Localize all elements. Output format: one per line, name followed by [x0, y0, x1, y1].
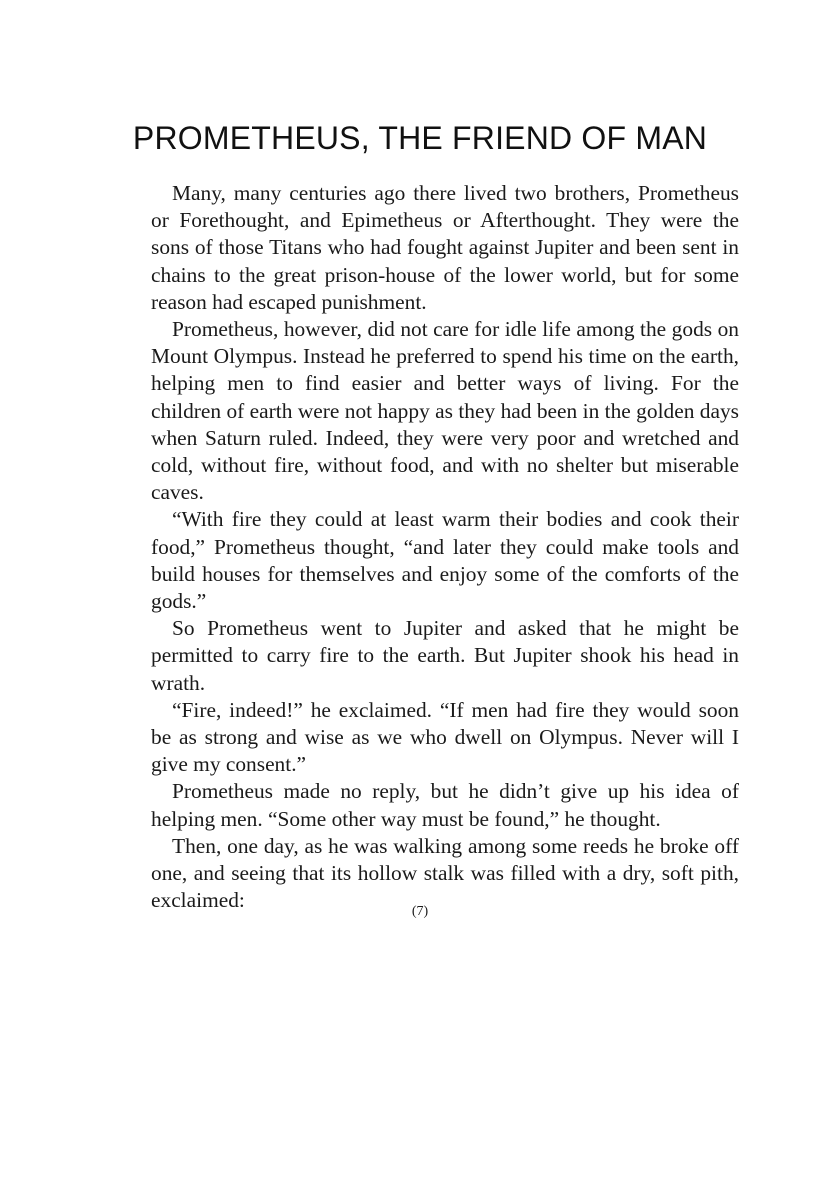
- paragraph: “Fire, indeed!” he exclaimed. “If men had fire they would soon be as strong and wise as we who dwell on Olympus. Never will I give my consent.”: [151, 697, 739, 777]
- paragraph: Prometheus, however, did not care for idle life among the gods on Mount Olympus. Instead he preferred to spend his time on the earth, helping men to find easier and better ways of living. For the children of earth were not happy as they had been in the golden days when Saturn ruled. Indeed, they were very poor and wretched and cold, without fire, without food, and with no shelter but miserable caves.: [151, 317, 739, 505]
- paragraph: Then, one day, as he was walking among some reeds he broke off one, and seeing that its hollow stalk was filled with a dry, soft pith, exclaimed:: [151, 833, 739, 913]
- paragraph: Prometheus made no reply, but he didn’t give up his idea of helping men. “Some other way must be found,” he thought.: [151, 779, 739, 831]
- chapter-body: [151, 180, 739, 914]
- page-number: (7): [411, 904, 429, 919]
- paragraph: Many, many centuries ago there lived two brothers, Prometheus or Forethought, and Epimetheus or Afterthought. They were the sons of those Titans who had fought against Jupiter and been sent in chains to the great prison-house of the lower world, but for some reason had escaped punishment.: [151, 181, 739, 314]
- paragraph: So Prometheus went to Jupiter and asked that he might be permitted to carry fire to the earth. But Jupiter shook his head in wrath.: [151, 616, 739, 695]
- paragraph: “With fire they could at least warm their bodies and cook their food,” Prometheus thought, “and later they could make tools and build houses for themselves and enjoy some of the comforts of the gods.”: [151, 507, 739, 614]
- chapter-title: PROMETHEUS, THE FRIEND OF MAN: [132, 120, 708, 156]
